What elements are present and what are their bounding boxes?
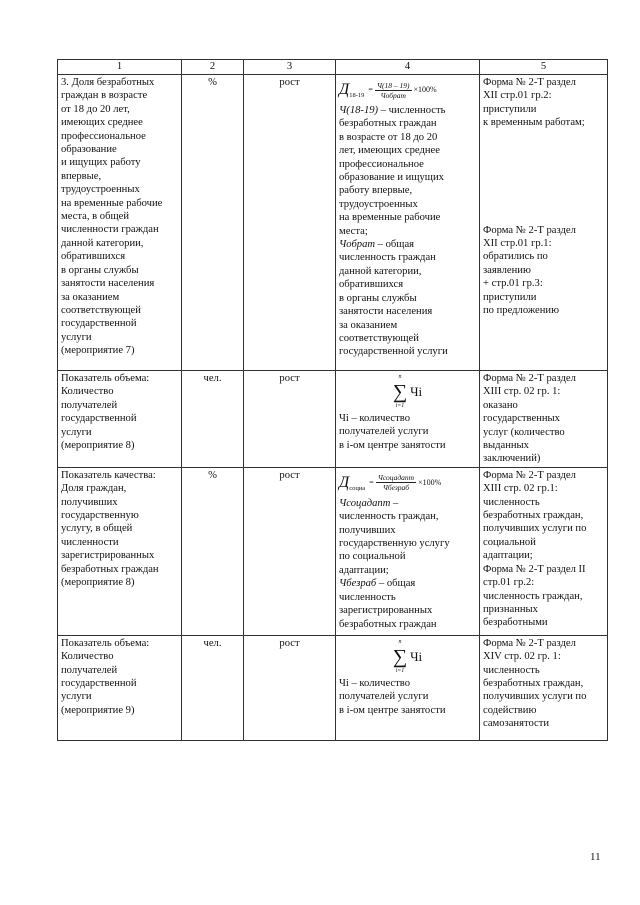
text-line: занятости населения <box>61 278 155 290</box>
text-line: Чобрат – общая <box>339 239 415 251</box>
unit-cell: чел. <box>182 635 244 740</box>
source-cell <box>480 467 608 635</box>
text-line: работу впервые, <box>339 185 413 197</box>
text-line: профессиональное <box>61 130 146 142</box>
source-cell <box>480 75 608 371</box>
text-line: государственную <box>61 510 139 522</box>
formula-description <box>339 497 476 631</box>
text-line: Форма № 2-Т раздел <box>483 469 576 481</box>
text-line: государственную услугу <box>339 538 450 550</box>
text-line: выданных <box>483 440 529 452</box>
text-line: получателей <box>61 399 118 411</box>
text-line: впервые, <box>61 170 102 182</box>
text-line: стр.01 гр.2: <box>483 577 535 589</box>
sum-variable: Чi <box>410 384 423 400</box>
text-line: адаптации; <box>339 564 389 576</box>
text-line: государственной <box>61 413 137 425</box>
header-cell: 2 <box>182 60 244 75</box>
text-line: государственной услуги <box>339 346 448 358</box>
formula-denominator: Чбезраб <box>382 483 410 493</box>
unit-cell: % <box>182 75 244 371</box>
text-line: за оказанием <box>61 291 120 303</box>
source-cell <box>480 635 608 740</box>
text-line: Форма № 2-Т раздел II <box>483 563 586 575</box>
text-line: (мероприятие 7) <box>61 345 135 357</box>
text-line: трудоустроенных <box>339 198 418 210</box>
text-line: Форма № 2-Т раздел <box>483 77 576 88</box>
text-line: по социальной <box>339 551 406 563</box>
formula-cell <box>336 75 480 371</box>
source-text-b <box>483 224 604 318</box>
text-line: численность граждан, <box>339 511 439 523</box>
text-line: Чi – количество <box>339 413 410 424</box>
text-line: места; <box>339 225 368 237</box>
text-line: получателей услуги <box>339 691 429 703</box>
text-line: (мероприятие 8) <box>61 440 135 452</box>
indicator-name-cell <box>58 635 182 740</box>
text-line: признанных <box>483 603 538 615</box>
text-line: безработными <box>483 617 548 629</box>
text-line: Форма № 2-Т раздел <box>483 373 576 384</box>
text-line: обратившихся <box>339 279 404 291</box>
sum-upper-limit: n <box>398 374 402 380</box>
indicator-name-cell <box>58 75 182 371</box>
text-line: численность <box>483 496 540 508</box>
text-line: трудоустроенных <box>61 184 140 196</box>
text-line: по предложению <box>483 305 559 317</box>
formula-description <box>339 104 476 359</box>
text-line: за оказанием <box>339 319 398 331</box>
trend-cell: рост <box>244 371 336 468</box>
sigma-symbol <box>393 373 407 411</box>
text-line: получивших услуги по <box>483 523 587 535</box>
spacer <box>483 170 604 224</box>
text-line: в возрасте от 18 до 20 <box>339 131 438 143</box>
formula-symbol: Д <box>339 81 350 99</box>
text-line: услуги <box>61 691 92 703</box>
sum-lower-limit: i=1 <box>395 403 405 409</box>
text-line: (мероприятие 9) <box>61 704 135 716</box>
unit-cell: % <box>182 467 244 635</box>
formula-cell <box>336 467 480 635</box>
text-line: Показатель объема: <box>61 637 150 649</box>
sigma-icon: ∑ <box>392 381 408 403</box>
source-text-a <box>483 76 604 130</box>
formula-multiplier: ×100% <box>418 478 442 488</box>
indicator-name-cell <box>58 467 182 635</box>
sum-upper-limit: n <box>398 638 402 645</box>
indicator-table <box>57 59 608 741</box>
text-line: в i-ом центре занятости <box>339 439 446 451</box>
indicator-name-cell <box>58 371 182 468</box>
text-line: XII стр.01 гр.1: <box>483 238 552 250</box>
text-line: зарегистрированных <box>61 550 155 562</box>
text-line: XIII стр. 02 гр. 1: <box>483 386 561 398</box>
sum-formula <box>339 637 476 677</box>
text-line: численность <box>339 591 396 603</box>
text-line: получателей услуги <box>339 426 429 438</box>
text-line: места, в общей <box>61 211 129 223</box>
text-line: получателей <box>61 664 118 676</box>
text-line: Показатель качества: <box>61 469 156 481</box>
text-line: безработных граждан, <box>483 510 584 522</box>
text-line: услуг (количество <box>483 426 565 438</box>
sum-formula <box>339 372 476 412</box>
formula <box>339 76 476 104</box>
text-line: заключений) <box>483 453 541 465</box>
sigma-icon: ∑ <box>392 645 408 668</box>
text-line: численности <box>61 536 119 548</box>
text-line: заявлению <box>483 264 531 276</box>
source-cell <box>480 371 608 468</box>
text-line: XIII стр. 02 гр.1: <box>483 483 558 495</box>
text-line: Показатель объема: <box>61 373 150 384</box>
text-line: + стр.01 гр.3: <box>483 278 543 290</box>
text-line: услугу, в общей <box>61 523 133 535</box>
text-line: Чi – количество <box>339 677 410 689</box>
text-line: Форма № 2-Т раздел <box>483 637 576 649</box>
text-line: численность граждан, <box>483 590 583 602</box>
formula-denominator: Чобрат <box>380 90 406 100</box>
text-line: лет, имеющих среднее <box>339 145 440 157</box>
text-line: безработных граждан <box>339 118 437 130</box>
text-line: имеющих среднее <box>61 117 143 129</box>
text-line: к временным работам; <box>483 117 585 129</box>
formula-numerator: Ч(18 – 19) <box>376 80 410 90</box>
table-row <box>58 635 608 740</box>
text-line: образование и ищущих <box>339 172 444 184</box>
header-cell: 3 <box>244 60 336 75</box>
text-line: государственной <box>61 318 137 330</box>
sum-lower-limit: i=1 <box>395 667 405 674</box>
text-line: услуги <box>61 331 92 343</box>
spacer <box>483 130 604 170</box>
text-line: образование <box>61 144 117 156</box>
text-line: соответствующей <box>61 304 141 316</box>
table-row <box>58 467 608 635</box>
text-line: получивших <box>339 524 396 536</box>
text-line: (мероприятие 8) <box>61 577 135 589</box>
formula-description <box>339 412 476 452</box>
text-line: и ищущих работу <box>61 157 141 169</box>
table-row <box>58 75 608 371</box>
formula-equals: = <box>368 85 373 95</box>
table-header-row <box>58 60 608 75</box>
text-line: на временные рабочие <box>61 197 163 209</box>
text-line: Форма № 2-Т раздел <box>483 224 576 236</box>
text-line: адаптации; <box>483 550 533 562</box>
table-row <box>58 371 608 468</box>
text-line: приступили <box>483 103 537 115</box>
formula-symbol: Д <box>339 474 350 492</box>
text-line: соответствующей <box>339 332 419 344</box>
text-line: 3. Доля безработных <box>61 77 155 88</box>
text-line: от 18 до 20 лет, <box>61 103 130 115</box>
text-line: обратившихся <box>61 251 126 263</box>
text-line: на временные рабочие <box>339 212 441 224</box>
text-line: социальной <box>483 536 536 548</box>
page-number: 11 <box>590 851 601 863</box>
formula-description <box>339 677 476 717</box>
text-line: граждан в возрасте <box>61 90 148 102</box>
formula-multiplier: ×100% <box>413 85 437 95</box>
text-line: оказано <box>483 399 518 411</box>
text-line: получивших услуги по <box>483 691 587 703</box>
text-line: Чсоцадапт – <box>339 497 399 509</box>
text-line: самозанятости <box>483 718 550 730</box>
text-line: численности граждан <box>61 224 159 236</box>
text-line: данной категории, <box>339 265 422 277</box>
formula-cell <box>336 371 480 468</box>
text-line: XIV стр. 02 гр. 1: <box>483 651 561 663</box>
sum-variable: Чi <box>410 649 423 665</box>
text-line: зарегистрированных <box>339 605 433 617</box>
header-cell: 5 <box>480 60 608 75</box>
text-line: Чбезраб – общая <box>339 578 416 590</box>
text-line: обратились по <box>483 251 548 263</box>
text-line: занятости населения <box>339 306 433 318</box>
text-line: безработных граждан <box>61 563 159 575</box>
text-line: безработных граждан <box>339 618 437 630</box>
unit-cell: чел. <box>182 371 244 468</box>
formula <box>339 469 476 497</box>
formula-subscript: социа <box>349 485 366 493</box>
text-line: приступили <box>483 291 537 303</box>
formula-cell <box>336 635 480 740</box>
formula-subscript: 18-19 <box>349 92 365 100</box>
text-line: численность граждан <box>339 252 436 264</box>
trend-cell: рост <box>244 467 336 635</box>
formula-fraction <box>375 81 412 100</box>
text-line: численность <box>483 664 540 676</box>
text-line: XII стр.01 гр.2: <box>483 90 552 102</box>
text-line: в органы службы <box>339 292 417 304</box>
text-line: Ч(18-19) – численность <box>339 105 446 116</box>
text-line: данной категории, <box>61 237 144 249</box>
trend-cell: рост <box>244 635 336 740</box>
header-cell: 1 <box>58 60 182 75</box>
text-line: Количество <box>61 386 114 398</box>
text-line: Количество <box>61 651 114 663</box>
text-line: услуги <box>61 426 92 438</box>
trend-cell: рост <box>244 75 336 371</box>
sigma-symbol <box>393 638 407 676</box>
text-line: содействию <box>483 704 537 716</box>
header-cell: 4 <box>336 60 480 75</box>
text-line: Доля граждан, <box>61 483 127 495</box>
text-line: получивших <box>61 496 118 508</box>
formula-equals: = <box>369 478 374 488</box>
text-line: в i-ом центре занятости <box>339 704 446 716</box>
formula-numerator: Чсоцадапт <box>377 473 415 483</box>
text-line: профессиональное <box>339 158 424 170</box>
formula-fraction <box>376 473 416 492</box>
text-line: государственных <box>483 413 560 425</box>
text-line: безработных граждан, <box>483 678 584 690</box>
text-line: государственной <box>61 678 137 690</box>
text-line: в органы службы <box>61 264 139 276</box>
